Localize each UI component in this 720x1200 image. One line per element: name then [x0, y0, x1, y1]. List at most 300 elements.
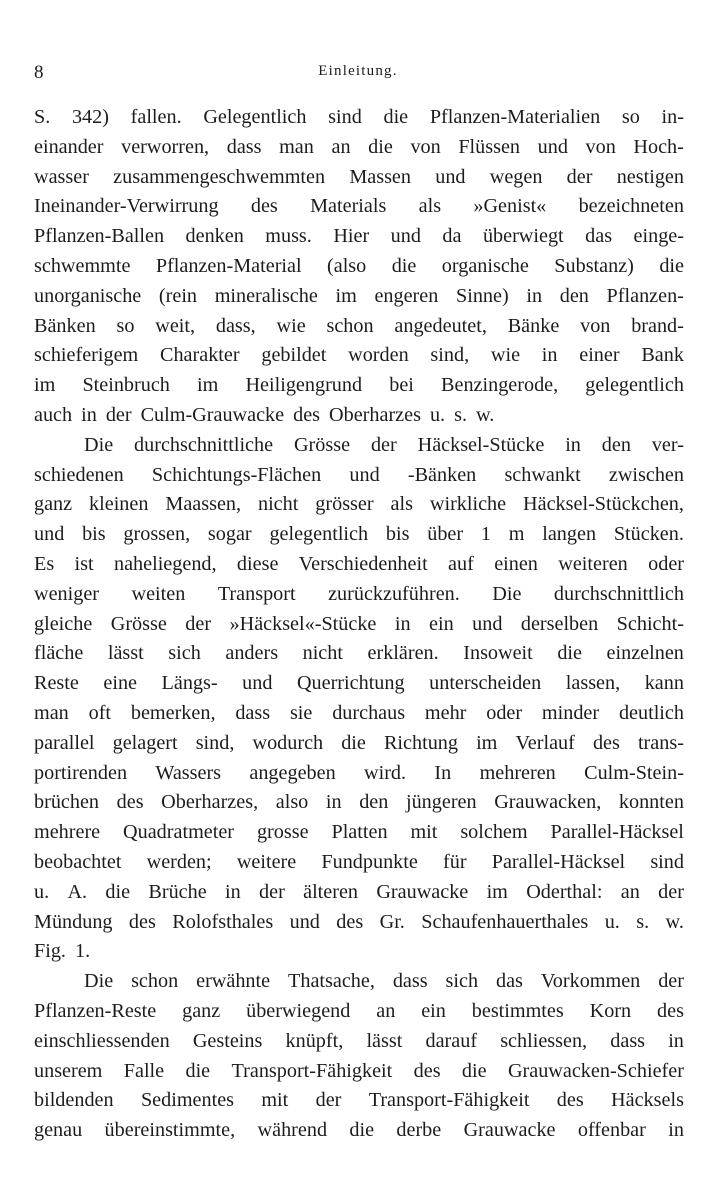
word: Stücken.	[613, 523, 684, 546]
word: (also	[327, 254, 367, 277]
word: sich	[168, 642, 201, 665]
word: schieferigem	[34, 344, 139, 367]
word: ganz	[34, 493, 73, 516]
word: Rolofsthales	[172, 910, 274, 933]
word: minder	[541, 701, 600, 724]
word: Schicht-	[616, 612, 684, 635]
word: Oderthal:	[526, 880, 603, 903]
word: der	[658, 970, 684, 993]
word: in	[81, 403, 97, 426]
word: nicht	[302, 642, 343, 665]
word: brüchen	[34, 791, 100, 814]
word: die	[659, 254, 684, 277]
word: auf	[448, 552, 474, 575]
word: werden;	[146, 850, 212, 873]
word: weiteren	[558, 552, 628, 575]
word: nestigen	[616, 165, 684, 188]
text-line	[34, 490, 684, 520]
word: Sedimentes	[140, 1089, 235, 1112]
word: im	[335, 284, 357, 307]
word: Bänken	[34, 314, 96, 337]
text-line	[34, 312, 684, 342]
word: von	[410, 135, 441, 158]
word: wegen	[489, 165, 543, 188]
word: des	[250, 195, 278, 218]
word: Häcksel-Stücke	[417, 433, 545, 456]
word: 1	[480, 523, 491, 546]
word: schon	[326, 314, 374, 337]
word: gebildet	[261, 344, 327, 367]
word: verworren,	[121, 135, 210, 158]
word: die	[557, 642, 582, 665]
word: an	[376, 999, 396, 1022]
word: Pflanzen-Ballen	[34, 225, 165, 248]
word: der	[315, 1089, 342, 1112]
word: der	[185, 612, 212, 635]
word: die	[105, 880, 131, 903]
word: im	[197, 374, 219, 397]
word: naheliegend,	[113, 552, 217, 575]
word: Pflanzen-Materialien	[429, 106, 601, 128]
word: in	[225, 880, 241, 903]
word: derbe	[396, 1119, 442, 1142]
word: und	[537, 135, 568, 158]
word: Massen	[349, 165, 411, 188]
word: der	[259, 880, 285, 903]
word: der	[370, 433, 397, 456]
word: oder	[648, 552, 684, 575]
word: genau	[34, 1119, 83, 1142]
word: weniger	[34, 582, 100, 605]
text-line	[34, 282, 684, 312]
word: oft	[88, 701, 112, 724]
word: u.	[34, 880, 50, 903]
word: des	[657, 999, 684, 1022]
paragraph	[34, 967, 684, 1146]
word: Heiligengrund	[245, 374, 363, 397]
word: erwähnte	[196, 970, 271, 993]
word: Grauwacke	[463, 1119, 556, 1142]
word: in	[668, 1029, 684, 1052]
word: -Bänken	[407, 463, 477, 486]
word: Benzingerode,	[441, 374, 559, 397]
word: In	[434, 761, 452, 784]
word: Flüssen	[458, 135, 521, 158]
text-line	[34, 401, 684, 431]
word: Grauwacken-Schiefer	[507, 1059, 684, 1082]
word: »Genist«	[473, 195, 547, 218]
word: die	[391, 254, 417, 277]
word: Charakter	[160, 344, 240, 367]
word: Verlauf	[515, 731, 575, 754]
word: grossen,	[123, 523, 191, 546]
word: worden	[348, 344, 409, 367]
word: Mündung	[34, 910, 113, 933]
text-line	[34, 997, 684, 1027]
word: grosse	[256, 821, 309, 844]
word: durchschnittlich	[553, 582, 684, 605]
word: mineralische	[214, 284, 318, 307]
word: als	[390, 493, 413, 516]
word: knüpft,	[285, 1029, 344, 1052]
word: Häcksels	[611, 1089, 684, 1112]
word: bestimmtes	[471, 999, 564, 1022]
word: den	[559, 284, 589, 307]
paragraph	[34, 431, 684, 967]
word: überwiegend	[246, 999, 351, 1022]
text-line	[34, 133, 684, 163]
word: Grösse	[293, 433, 351, 456]
word: Thatsache,	[288, 970, 375, 993]
word: Transport	[217, 582, 296, 605]
word: und	[242, 672, 273, 695]
word: über	[427, 523, 464, 546]
word: und	[349, 463, 380, 486]
word: Culm-Stein-	[584, 761, 684, 784]
word: unserem	[34, 1059, 103, 1082]
word: also	[275, 791, 309, 814]
word: Pflanzen-Reste	[34, 999, 157, 1022]
word: Materials	[310, 195, 387, 218]
word: bis	[82, 523, 106, 546]
word: während	[257, 1119, 328, 1142]
word: das	[495, 970, 523, 993]
word: schwemmte	[34, 254, 131, 277]
text-line	[34, 699, 684, 729]
word: Verschiedenheit	[298, 552, 428, 575]
word: einschliessenden	[34, 1029, 170, 1052]
word: man	[34, 701, 69, 724]
word: gelagert	[112, 731, 178, 754]
word: bemerken,	[130, 701, 216, 724]
word: dass,	[215, 314, 256, 337]
word: wie	[490, 344, 521, 367]
word: des	[413, 1059, 441, 1082]
text-line	[34, 729, 684, 759]
text-line	[34, 341, 684, 371]
word: das	[585, 225, 613, 248]
word: sich	[445, 970, 479, 993]
text-line	[34, 848, 684, 878]
word: schiedenen	[34, 463, 124, 486]
word: Häcksel-Stückchen,	[523, 493, 684, 516]
word: ganz	[182, 999, 221, 1022]
word: bei	[389, 374, 414, 397]
word: diese	[236, 552, 279, 575]
word: Gelegentlich	[203, 106, 307, 128]
word: bis	[385, 523, 410, 546]
word: weit,	[155, 314, 196, 337]
word: in	[668, 1119, 684, 1142]
word: deutlich	[618, 701, 684, 724]
text-line	[34, 759, 684, 789]
paragraph	[34, 103, 684, 431]
text-line	[34, 967, 684, 997]
word: schliessen,	[500, 1029, 588, 1052]
word: m	[508, 523, 525, 546]
word: sogar	[207, 523, 252, 546]
word: und	[390, 225, 421, 248]
word: angedeutet,	[394, 314, 487, 337]
word: anders	[225, 642, 279, 665]
word: sind	[650, 850, 684, 873]
word: des	[556, 1089, 584, 1112]
word: durchschnittliche	[134, 433, 274, 456]
word: im	[486, 880, 508, 903]
text-line	[34, 878, 684, 908]
word: für	[443, 850, 467, 873]
word: Maassen,	[165, 493, 242, 516]
text-line	[34, 937, 684, 967]
word: mit	[261, 1089, 289, 1112]
word: des	[128, 910, 156, 933]
word: Substanz)	[554, 254, 634, 277]
text-line	[34, 1057, 684, 1087]
word: Längs-	[161, 672, 218, 695]
text-line	[34, 1116, 684, 1146]
word: Oberharzes,	[161, 791, 259, 814]
word: mehr	[424, 701, 467, 724]
word: gelegentlich	[269, 523, 369, 546]
word: einer	[579, 344, 620, 367]
text-line	[34, 908, 684, 938]
word: wodurch	[252, 731, 324, 754]
word: lässt	[107, 642, 144, 665]
word: wirkliche	[429, 493, 507, 516]
word: portirenden	[34, 761, 128, 784]
text-line	[34, 818, 684, 848]
word: jüngeren	[405, 791, 477, 814]
word: in-	[661, 106, 684, 128]
text-line	[34, 639, 684, 669]
word: sind,	[195, 731, 235, 754]
word: organische	[441, 254, 529, 277]
word: an	[620, 880, 640, 903]
word: unterscheiden	[429, 672, 542, 695]
word: Hier	[333, 225, 370, 248]
word: die	[368, 135, 393, 158]
word: von	[580, 314, 611, 337]
word: der	[105, 403, 132, 426]
word: ein	[421, 999, 446, 1022]
word: Gesteins	[192, 1029, 263, 1052]
text-line	[34, 1086, 684, 1116]
word: Parallel-Häcksel	[550, 821, 684, 844]
word: 1.	[74, 940, 91, 963]
word: unorganische	[34, 284, 142, 307]
word: wasser	[34, 165, 89, 188]
word: dass	[610, 1029, 646, 1052]
word: kann	[644, 672, 684, 695]
word: im	[34, 374, 56, 397]
text-line	[34, 163, 684, 193]
body-text	[34, 103, 684, 1146]
word: langen	[542, 523, 597, 546]
word: dass	[392, 970, 428, 993]
word: weiten	[131, 582, 186, 605]
word: (rein	[158, 284, 198, 307]
word: und	[435, 165, 466, 188]
word: Grauwacken,	[494, 791, 602, 814]
word: als	[418, 195, 442, 218]
word: S.	[34, 106, 51, 128]
word: zusammengeschwemmten	[113, 165, 326, 188]
word: grösser	[315, 493, 374, 516]
word: eine	[103, 672, 138, 695]
word: w.	[476, 403, 495, 426]
word: Schaufenhauerthales	[421, 910, 589, 933]
word: gleiche	[34, 612, 93, 635]
word: und	[472, 612, 503, 635]
word: man	[279, 135, 314, 158]
text-line	[34, 580, 684, 610]
word: durchaus	[332, 701, 406, 724]
word: einen	[494, 552, 538, 575]
word: Hoch-	[633, 135, 684, 158]
word: ver-	[651, 433, 684, 456]
word: engeren	[374, 284, 439, 307]
word: Bänke	[507, 314, 560, 337]
word: bezeichneten	[578, 195, 684, 218]
word: denken	[185, 225, 244, 248]
word: offenbar	[577, 1119, 646, 1142]
word: Pflanzen-Material	[155, 254, 302, 277]
word: Pflanzen-	[606, 284, 684, 307]
word: darauf	[425, 1029, 478, 1052]
word: auch	[34, 403, 73, 426]
word: brand-	[631, 314, 684, 337]
word: weitere	[236, 850, 297, 873]
word: Parallel-Häcksel	[491, 850, 626, 873]
word: ist	[74, 552, 94, 575]
word: derselben	[520, 612, 599, 635]
word: Falle	[123, 1059, 165, 1082]
word: die	[383, 106, 409, 128]
word: zwischen	[608, 463, 684, 486]
word: Platten	[331, 821, 388, 844]
word: in	[526, 284, 543, 307]
word: Vorkommen	[540, 970, 641, 993]
word: Die	[84, 433, 114, 456]
text-line	[34, 431, 684, 461]
word: fallen.	[130, 106, 182, 128]
word: Ineinander-Verwirrung	[34, 195, 219, 218]
word: im	[476, 731, 498, 754]
word: konnten	[618, 791, 684, 814]
word: Querrichtung	[296, 672, 405, 695]
word: parallel	[34, 731, 95, 754]
running-title: Einleitung.	[318, 63, 398, 79]
page-header	[34, 62, 682, 86]
word: den	[601, 433, 631, 456]
word: Wassers	[155, 761, 222, 784]
word: Schichtungs-Flächen	[151, 463, 322, 486]
word: zurückzuführen.	[328, 582, 460, 605]
word: Die	[84, 970, 114, 993]
word: da	[442, 225, 462, 248]
word: Sinne)	[456, 284, 509, 307]
word: einzelnen	[606, 642, 684, 665]
text-line	[34, 252, 684, 282]
word: Es	[34, 552, 55, 575]
word: Grösse	[110, 612, 167, 635]
text-line	[34, 222, 684, 252]
word: mehreren	[479, 761, 556, 784]
word: Gr.	[379, 910, 405, 933]
text-line	[34, 461, 684, 491]
word: übereinstimmte,	[104, 1119, 236, 1142]
word: die	[185, 1059, 211, 1082]
word: des	[116, 791, 144, 814]
word: fläche	[34, 642, 84, 665]
word: Insoweit	[463, 642, 533, 665]
word: schon	[131, 970, 179, 993]
word: überwiegt	[482, 225, 564, 248]
word: lässt	[366, 1029, 403, 1052]
page-number: 8	[34, 62, 44, 83]
word: und	[34, 523, 65, 546]
word: u.	[604, 910, 620, 933]
word: wie	[276, 314, 306, 337]
word: die	[341, 731, 366, 754]
text-line	[34, 669, 684, 699]
text-line	[34, 550, 684, 580]
word: sind	[328, 106, 362, 128]
word: Fig.	[34, 940, 66, 963]
word: von	[585, 135, 616, 158]
word: Fundpunkte	[321, 850, 418, 873]
word: muss.	[265, 225, 312, 248]
word: sie	[289, 701, 313, 724]
word: Korn	[589, 999, 632, 1022]
word: trans-	[637, 731, 684, 754]
word: der	[658, 880, 684, 903]
word: in	[565, 433, 581, 456]
word: einander	[34, 135, 104, 158]
word: Grauwacke	[376, 880, 469, 903]
word: nicht	[257, 493, 299, 516]
word: Reste	[34, 672, 79, 695]
word: 342)	[71, 106, 109, 128]
word: w.	[665, 910, 684, 933]
word: Die	[492, 582, 522, 605]
word: solchem	[460, 821, 528, 844]
word: Transport-Fähigkeit	[368, 1089, 530, 1112]
word: an	[331, 135, 351, 158]
word: kleinen	[89, 493, 149, 516]
word: einge-	[633, 225, 684, 248]
word: die	[349, 1119, 375, 1142]
word: gelegentlich	[585, 374, 684, 397]
word: schwankt	[504, 463, 581, 486]
word: Steinbruch	[82, 374, 170, 397]
text-line	[34, 192, 684, 222]
word: so	[621, 106, 640, 128]
word: angegeben	[249, 761, 336, 784]
word: in	[325, 791, 342, 814]
word: Transport-Fähigkeit	[231, 1059, 393, 1082]
word: beobachtet	[34, 850, 122, 873]
word: des	[293, 403, 321, 426]
word: u.	[429, 403, 446, 426]
word: den	[359, 791, 389, 814]
text-line	[34, 1027, 684, 1057]
word: älteren	[303, 880, 359, 903]
word: Bank	[641, 344, 684, 367]
text-line	[34, 371, 684, 401]
word: Richtung	[383, 731, 458, 754]
word: mit	[410, 821, 438, 844]
